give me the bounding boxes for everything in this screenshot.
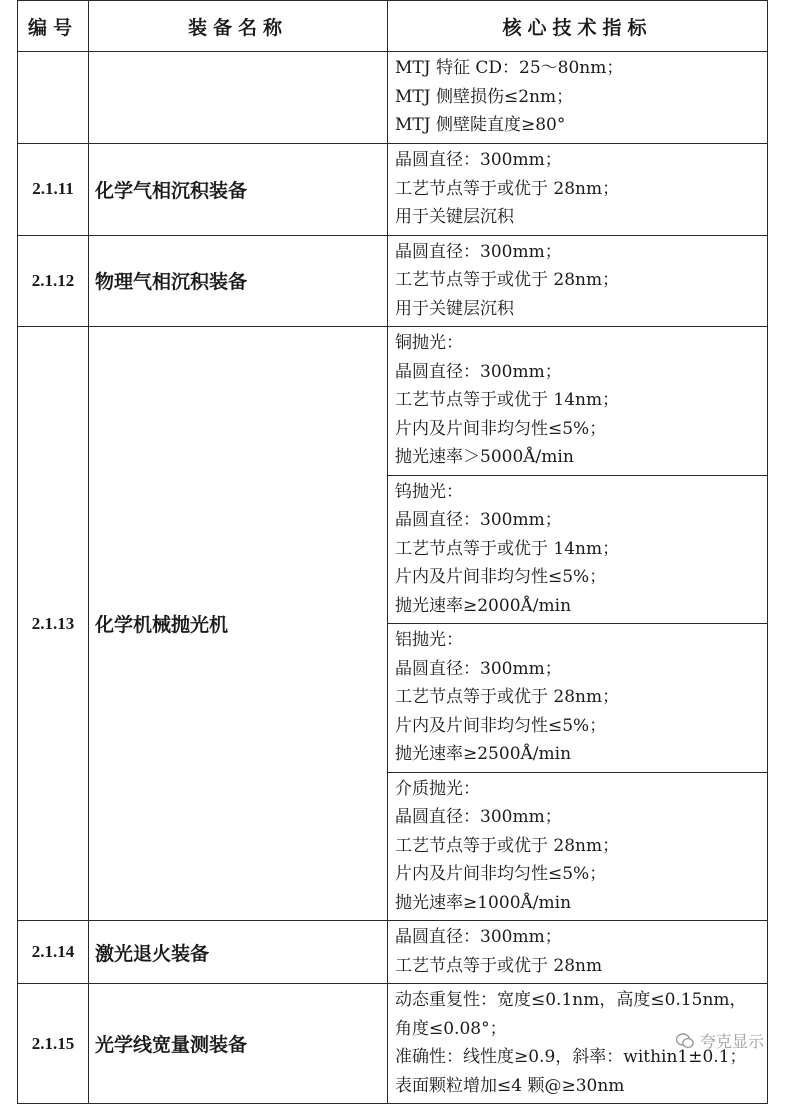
spec-line: 抛光速率＞5000Å/min [395,447,574,467]
spec-line: 晶圆直径：300mm； [395,658,562,679]
spec-line: 工艺节点等于或优于 14nm； [395,538,620,559]
equipment-name: 光学线宽量测装备 [89,984,388,1104]
spec-cell [388,235,768,327]
spec-line: 动态重复性：宽度≤0.1nm，高度≤0.15nm， [395,990,747,1010]
item-number [18,52,89,144]
spec-line: 晶圆直径：300mm； [395,150,562,170]
spec-line: 用于关键层沉积 [395,298,514,319]
spec-line: 抛光速率≥2500Å/min [395,744,572,764]
equipment-name: 化学气相沉积装备 [89,144,388,236]
spec-line: MTJ 侧壁损伤≤2nm； [395,86,574,107]
table-row [18,144,768,236]
table-row [18,921,768,984]
spec-line: 片内及片间非均匀性≤5%； [395,567,607,587]
spec-line: 片内及片间非均匀性≤5%； [395,715,607,736]
spec-line: 介质抛光： [395,778,480,799]
equipment-spec-table [17,0,768,1104]
spec-cell [388,144,768,236]
spec-line: 表面颗粒增加≤4 颗@≥30nm [395,1075,625,1096]
spec-cell [388,327,768,476]
spec-cell [388,52,768,144]
spec-line: 工艺节点等于或优于 28nm [395,955,603,976]
table-body [18,52,768,1104]
header-spec: 核心技术指标 [388,1,768,52]
header-row [18,1,768,52]
spec-line: 工艺节点等于或优于 28nm； [395,835,620,856]
item-number: 2.1.14 [18,921,89,984]
spec-line: 铝抛光： [395,630,463,650]
spec-cell [388,624,768,773]
item-number: 2.1.12 [18,235,89,327]
spec-cell [388,475,768,624]
spec-cell [388,772,768,921]
spec-line: 抛光速率≥2000Å/min [395,595,572,616]
spec-line: 片内及片间非均匀性≤5%； [395,864,607,884]
spec-line: 用于关键层沉积 [395,207,514,227]
watermark-text: 夸克显示 [699,1032,764,1051]
spec-line: 准确性：线性度≥0.9，斜率：within1±0.1； [395,1047,747,1067]
equipment-name [89,52,388,144]
item-number: 2.1.13 [18,327,89,921]
spec-line: 抛光速率≥1000Å/min [395,892,572,913]
table-row [18,984,768,1104]
spec-line: 工艺节点等于或优于 14nm； [395,390,620,410]
spec-line: 晶圆直径：300mm； [395,927,562,947]
spec-line: 晶圆直径：300mm； [395,510,562,530]
equipment-name: 激光退火装备 [89,921,388,984]
spec-line: 铜抛光： [395,333,463,353]
spec-line: 角度≤0.08°； [395,1018,507,1039]
spec-line: MTJ 特征 CD：25～80nm； [395,58,624,78]
spec-line: 钨抛光： [395,481,463,502]
spec-line: 晶圆直径：300mm； [395,241,562,262]
item-number: 2.1.11 [18,144,89,236]
spec-line: 工艺节点等于或优于 28nm； [395,687,620,707]
wechat-icon [676,1033,694,1049]
spec-line: 片内及片间非均匀性≤5%； [395,418,607,439]
equipment-name: 物理气相沉积装备 [89,235,388,327]
watermark [676,1029,764,1052]
spec-line: 工艺节点等于或优于 28nm； [395,270,620,290]
table-row [18,235,768,327]
spec-line: MTJ 侧壁陡直度≥80° [395,115,566,135]
spec-line: 晶圆直径：300mm； [395,361,562,382]
spec-line: 晶圆直径：300mm； [395,807,562,827]
equipment-name: 化学机械抛光机 [89,327,388,921]
table-row [18,327,768,476]
spec-cell [388,921,768,984]
spec-line: 工艺节点等于或优于 28nm； [395,178,620,199]
header-name: 装备名称 [89,1,388,52]
header-num: 编号 [18,1,89,52]
item-number: 2.1.15 [18,984,89,1104]
table-row [18,52,768,144]
